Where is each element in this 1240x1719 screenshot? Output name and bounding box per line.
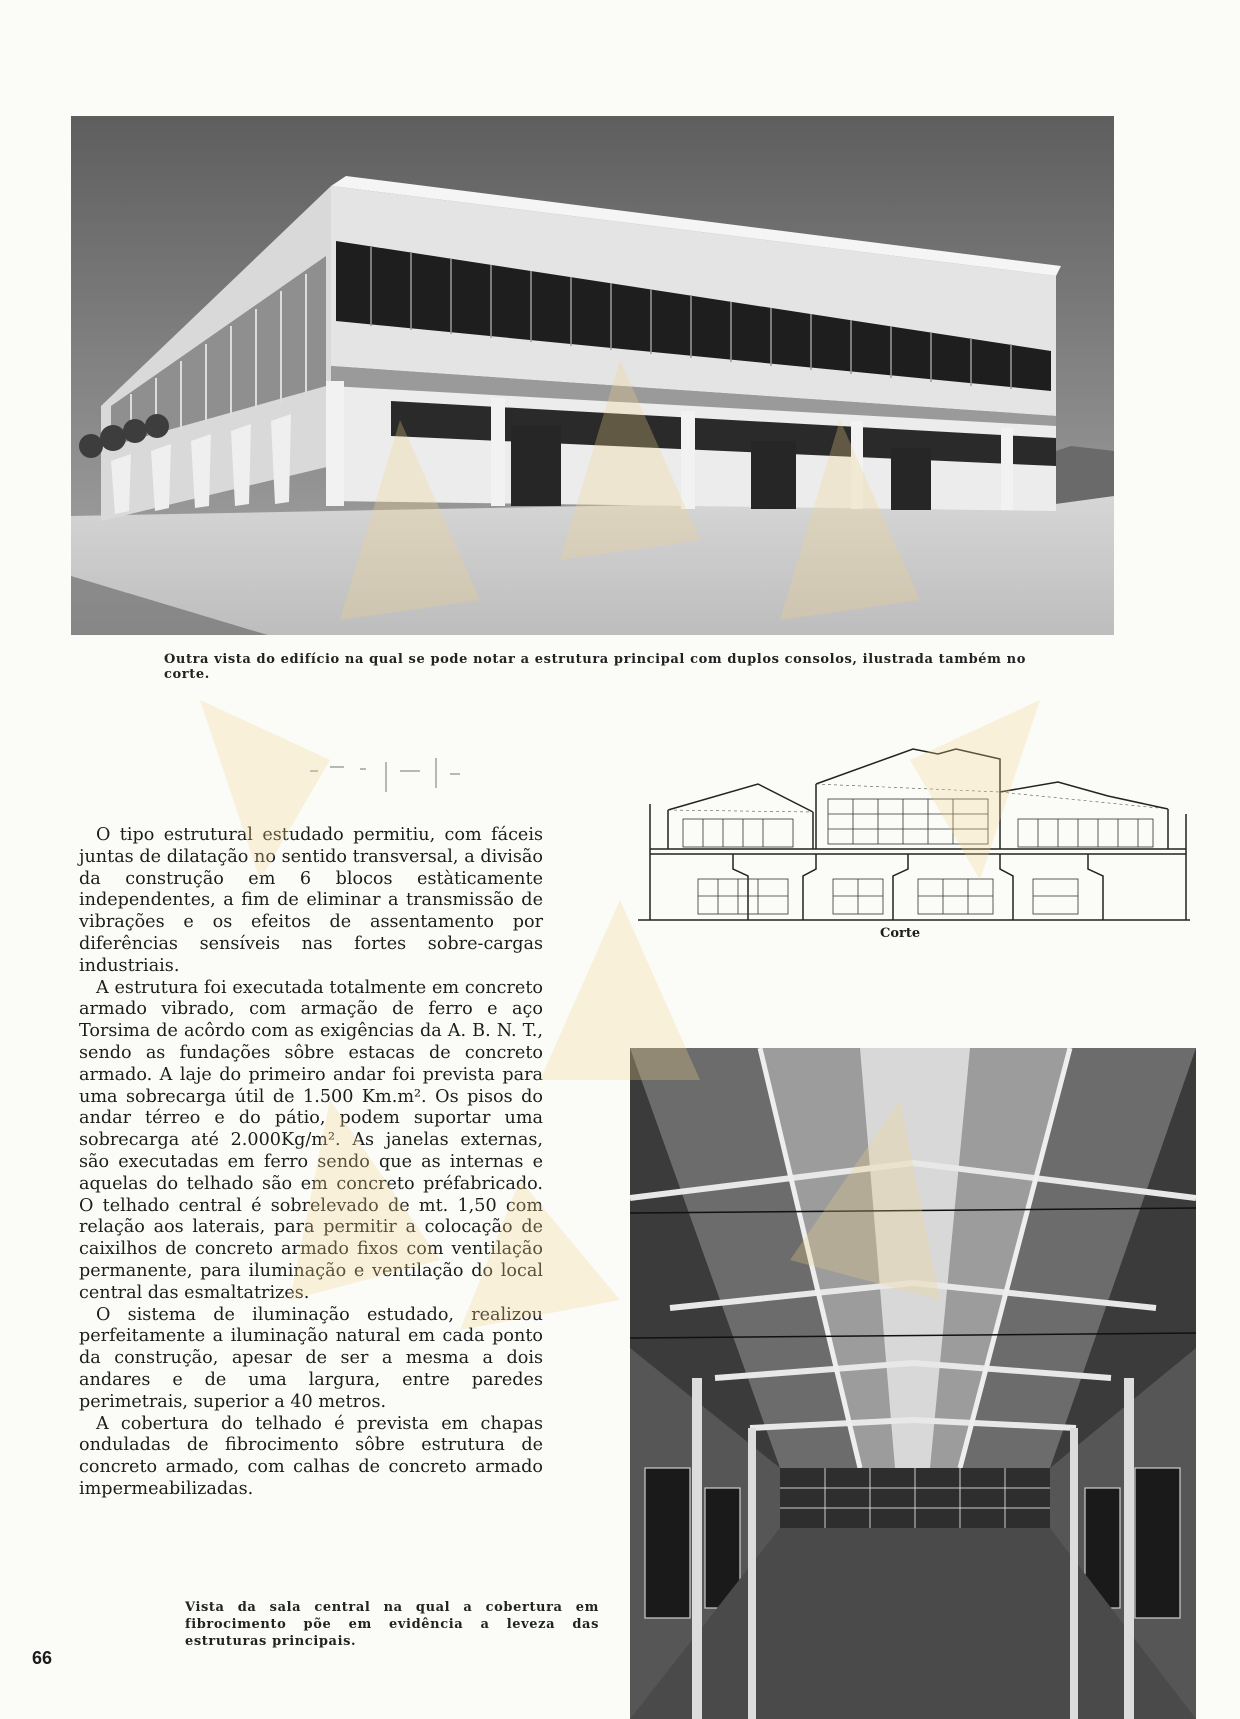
interior-hall-photo [630, 1048, 1196, 1719]
interior-hall-illustration [630, 1048, 1196, 1719]
body-paragraph: A estrutura foi executada totalmente em concreto armado vibrado, com armação de ferro e aço Torsima de acôrdo com as exigências da A. B. N. T., sendo as fundações sôbre estacas de concreto armado. A laje do primeiro andar foi prevista para uma sobrecarga útil de 1.500 Km.m². Os pisos do andar térreo e do pátio, podem suportar uma sobrecarga até 2.000Kg/m². As janelas externas, são executadas em ferro sendo que as internas e aquelas do telhado são em concreto préfabricado. O telhado central é sobrelevado de mt. 1,50 com relação aos laterais, para permitir a colocação de caixilhos de concreto armado fixos com ventilação permanente, para iluminação e ventilação do local central das esmaltatrizes. [79, 977, 543, 1303]
body-paragraph: A cobertura do telhado é prevista em chapas onduladas de fibrocimento sôbre estrutura de concreto armado, com calhas de concreto armado impermeabilizadas. [79, 1413, 543, 1499]
interior-photo-caption: Vista da sala central na qual a cobertura em fibrocimento põe em evidência a leveza das estruturas principais. [185, 1600, 599, 1649]
page-number: 66 [32, 1648, 53, 1668]
body-paragraph: O tipo estrutural estudado permitiu, com fáceis juntas de dilatação no sentido transversal, a divisão da construção em 6 blocos estàticamente independentes, a fim de eliminar a transmissão de vibrações e os efeitos de assentamento por diferências sensíveis nas fortes sobre-cargas industriais. [79, 825, 543, 976]
section-drawing-label: Corte [880, 926, 921, 941]
ink-smudge [290, 748, 490, 798]
body-paragraph: O sistema de iluminação estudado, realizou perfeitamente a iluminação natural em cada ponto da construção, apesar de ser a mesma a dois andares e de uma largura, entre paredes perimetrais, superior a 40 metros. [79, 1304, 543, 1412]
top-photo-caption: Outra vista do edifício na qual se pode notar a estrutura principal com duplos consolos, ilustrada também no corte. [164, 652, 1026, 682]
exterior-building-illustration [71, 116, 1114, 635]
article-body [79, 825, 543, 1501]
exterior-building-photo [71, 116, 1114, 635]
building-section-drawing [638, 744, 1190, 922]
